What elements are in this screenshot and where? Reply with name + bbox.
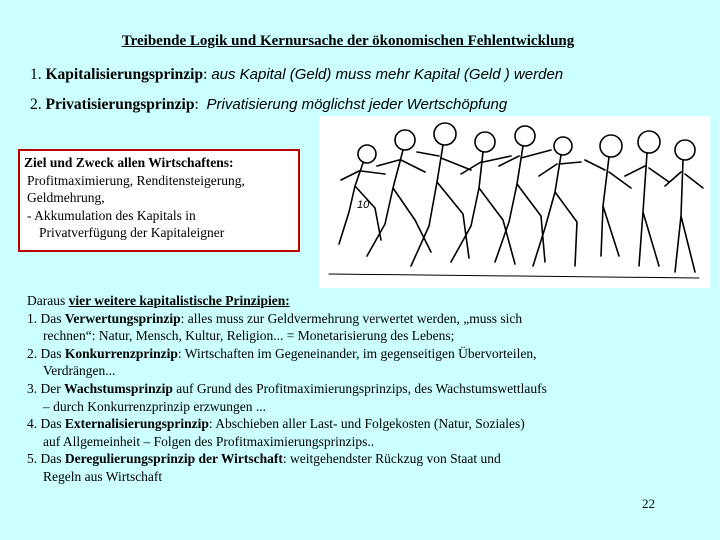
principle-1-separator: : (203, 66, 208, 83)
item-5-name: Deregulierungsprinzip der Wirtschaft (64, 451, 283, 467)
list-item: 2. Das Konkurrenzprinzip: Wirtschaften im Gegeneinander, im gegenseitigen Übervorteilen, Verdrängen... (27, 345, 537, 379)
bib-number: 10 (357, 199, 370, 211)
lower-text-block (27, 292, 677, 486)
principle-1-description: aus Kapital (Geld) muss mehr Kapital (Geld ) werden (211, 66, 564, 83)
intro-prefix: Daraus (27, 293, 69, 308)
cartoon-sketch (319, 116, 710, 288)
race-cartoon-illustration (319, 116, 710, 288)
item-1-name: Verwertungsprinzip (64, 310, 181, 326)
principle-2-number: 2. (30, 96, 42, 113)
slide-title: Treibende Logik und Kernursache der ökonomischen Fehlentwicklung (121, 33, 575, 49)
principle-1 (30, 66, 563, 84)
principle-2 (30, 96, 507, 114)
goal-box-line-3: - Akkumulation des Kapitals in (27, 207, 196, 223)
list-item: 5. Das Deregulierungsprinzip der Wirtschaft: weitgehendster Rückzug von Staat und Regeln aus Wirtschaft (27, 451, 501, 484)
principle-1-name: Kapitalisierungsprinzip (45, 66, 204, 83)
principle-2-description: Privatisierung möglichst jeder Wertschöpfung (206, 96, 508, 113)
item-2-name: Konkurrenzprinzip (64, 345, 178, 361)
goal-box-heading: Ziel und Zweck allen Wirtschaftens: (24, 155, 234, 170)
principle-2-separator: : (194, 96, 199, 113)
goal-box-line-1: Profitmaximierung, Renditensteigerung, (27, 172, 245, 188)
intro-heading: vier weitere kapitalistische Prinzipien: (68, 293, 290, 308)
item-4-name: Externalisierungsprinzip (64, 416, 209, 432)
principle-2-name: Privatisierungsprinzip (45, 96, 195, 113)
list-item: 3. Der Wachstumsprinzip auf Grund des Profitmaximierungsprinzips, des Wachstumswettlaufs – durch Konkurrenzprinzip erzwungen ... (27, 380, 547, 414)
principle-1-number: 1. (30, 66, 42, 83)
goal-box-line-2: Geldmehrung, (27, 190, 105, 205)
goal-box-line-4: Privatverfügung der Kapitaleigner (39, 225, 225, 240)
goal-box (18, 149, 300, 252)
page-number: 22 (642, 496, 655, 511)
list-item: 1. Das Verwertungsprinzip: alles muss zur Geldvermehrung verwertet werden, „muss sich rechnen“: Natur, Mensch, Kultur, Religion... = Monetarisierung des Lebens; (27, 310, 523, 344)
list-item: 4. Das Externalisierungsprinzip: Abschieben aller Last- und Folgekosten (Natur, Soziales) auf Allgemeinheit – Folgen des Profitmaximierungsprinzips.. (27, 416, 525, 449)
item-3-name: Wachstumsprinzip (64, 380, 173, 396)
